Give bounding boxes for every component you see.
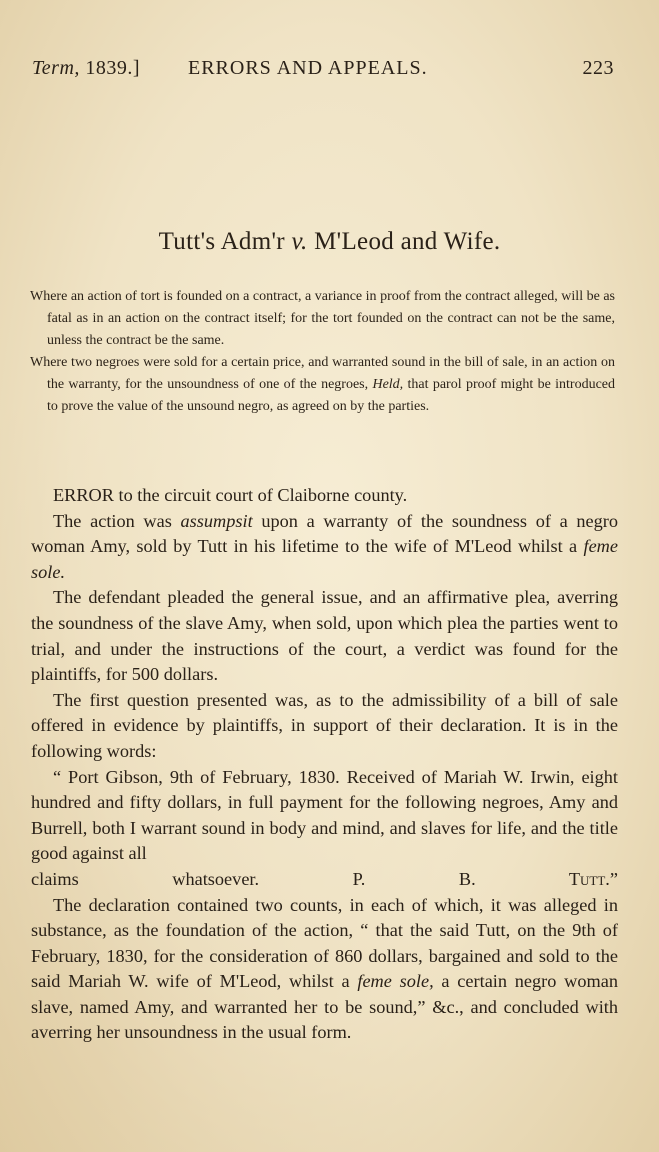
quote-signature-line: [31, 867, 618, 893]
body-paragraph-3: The defendant pleaded the general issue, and an affirmative plea, averring the soundness of the slave Amy, when sold, upon which plea the parties went to trial, and under the instructions of the court, a verdict was found for the plaintiffs, for 500 dollars.: [31, 587, 618, 685]
p2-feme-sole: feme sole.: [31, 536, 618, 582]
p2-part-a: The action was: [53, 510, 172, 531]
quote-signature: P. B. Tutt.”: [352, 868, 618, 889]
p6-part-a: The declaration contained two counts, in each of which, it was alleged in substance, as the foundation of the action, “ that the said Tutt, on the 9th of February, 1830, for the consideration of 860 dollars, bargained and sold to the said Mariah W. wife of M'Leod, whilst a: [31, 894, 618, 992]
body-paragraph-4: The first question presented was, as to the admissibility of a bill of sale offered in evidence by plaintiffs, in support of their declaration. It is in the following words:: [31, 689, 618, 761]
body-paragraph-2: [31, 509, 618, 586]
term-label: Term,: [32, 57, 80, 79]
term-year: 1839.]: [85, 57, 141, 79]
syllabus-p2-start: Where two negroes were sold for a certain price, and warranted sound in the bill of sale, in an action on the warranty, for the unsoundness of one of the negroes,: [30, 355, 615, 392]
running-head: [32, 57, 614, 83]
body-paragraph-1: ERROR to the circuit court of Claiborne county.: [53, 485, 408, 505]
p6-feme-sole: feme sole,: [357, 971, 434, 992]
p6-part-b: a certain negro woman slave, named Amy, and warranted her to be sound,” &c., and concluded with averring her unsoundness in the usual form.: [31, 971, 618, 1043]
running-head-term: [32, 57, 140, 80]
case-versus: v.: [291, 228, 308, 255]
body-paragraph-6: [31, 893, 618, 1047]
syllabus: [30, 286, 615, 418]
running-head-section: ERRORS AND APPEALS.: [188, 57, 428, 79]
opinion-body: [31, 483, 618, 1046]
case-party-defendant: M'Leod and Wife.: [314, 228, 501, 255]
page-number: 223: [582, 57, 614, 79]
body-paragraph-5-quote: “ Port Gibson, 9th of February, 1830. Received of Mariah W. Irwin, eight hundred and fifty dollars, in full payment for the following negroes, Amy and Burrell, both I warrant sound in body and mind, and slaves for life, and the title good against all: [31, 766, 618, 864]
quote-closing: claims whatsoever.: [31, 868, 260, 889]
case-title: [0, 228, 659, 256]
case-party-plaintiff: Tutt's Adm'r: [158, 228, 285, 255]
p2-assumpsit: assumpsit: [180, 510, 253, 531]
syllabus-paragraph-2: [30, 352, 615, 418]
syllabus-paragraph-1: Where an action of tort is founded on a contract, a variance in proof from the contract alleged, will be as fatal as in an action on the contract itself; for the tort founded on the contract can not be the same, unless the contract be the same.: [30, 289, 615, 348]
syllabus-held: Held,: [372, 377, 404, 392]
syllabus-p2-end: that parol proof might be introduced to prove the value of the unsound negro, as agreed on by the parties.: [47, 377, 616, 414]
p2-part-b: upon a warranty of the soundness of a negro woman Amy, sold by Tutt in his lifetime to the wife of M'Leod whilst a: [31, 510, 618, 557]
